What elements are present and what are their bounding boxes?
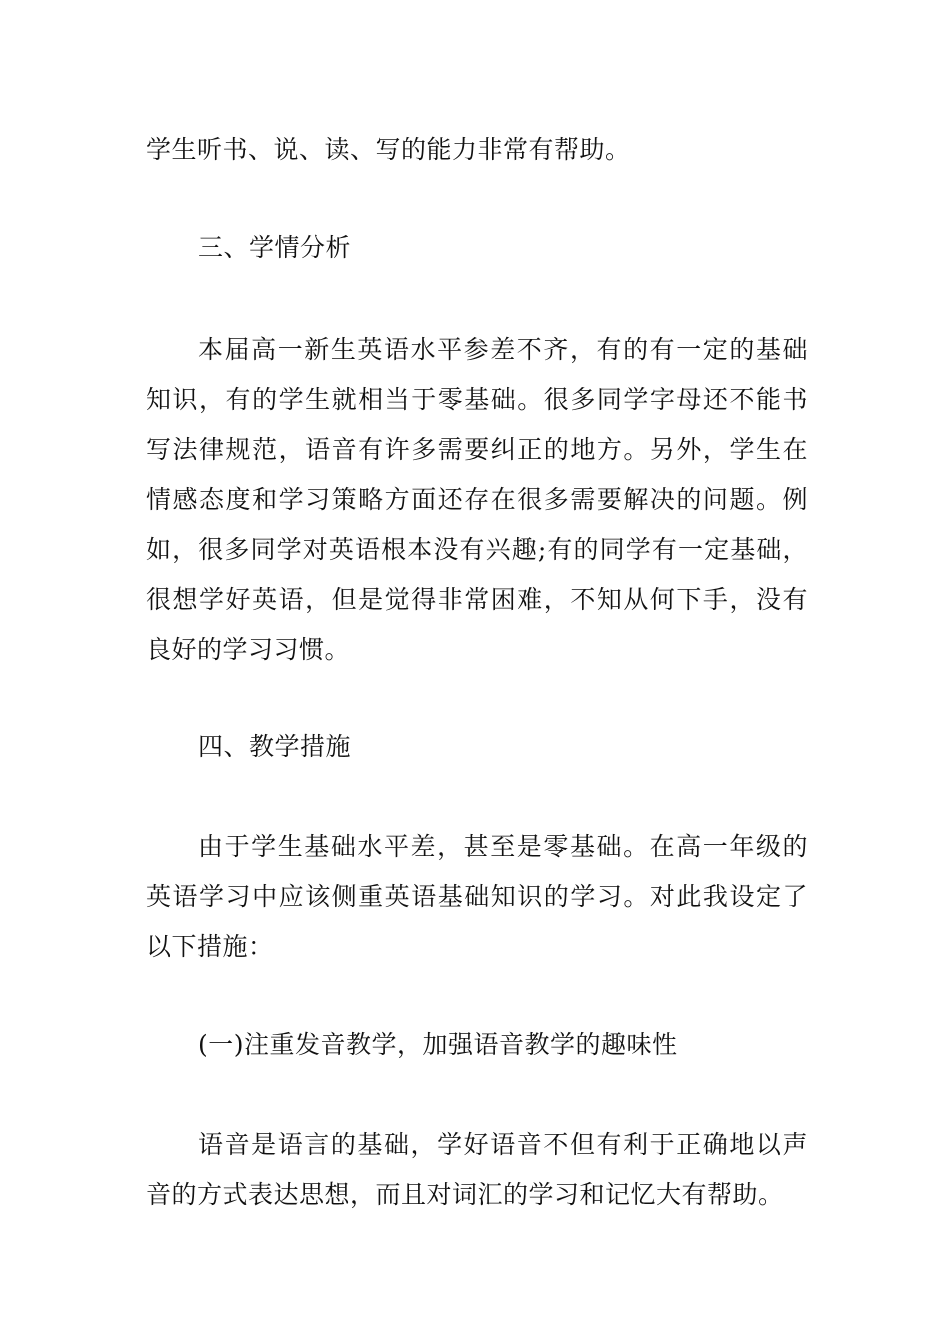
section-heading-teaching-measures: 四、教学措施: [198, 732, 352, 761]
section-heading-student-analysis: 三、学情分析: [198, 233, 352, 262]
paragraph-phonetics: 语音是语言的基础，学好语音不但有利于正确地以声音的方式表达思想，而且对词汇的学习和记忆大有帮助。: [146, 1130, 808, 1209]
paragraph-student-analysis: 本届高一新生英语水平参差不齐，有的有一定的基础知识，有的学生就相当于零基础。很多同学字母还不能书写法律规范，语音有许多需要纠正的地方。另外，学生在情感态度和学习策略方面还存在很多需要解决的问题。例如，很多同学对英语根本没有兴趣;有的同学有一定基础，很想学好英语，但是觉得非常困难，不知从何下手，没有良好的学习习惯。: [146, 335, 808, 664]
paragraph-continuation: 学生听书、说、读、写的能力非常有帮助。: [146, 135, 631, 164]
subsection-heading-phonetics: (一)注重发音教学，加强语音教学的趣味性: [198, 1030, 678, 1059]
paragraph-teaching-measures: 由于学生基础水平差，甚至是零基础。在高一年级的英语学习中应该侧重英语基础知识的学习。对此我设定了以下措施：: [146, 832, 808, 961]
